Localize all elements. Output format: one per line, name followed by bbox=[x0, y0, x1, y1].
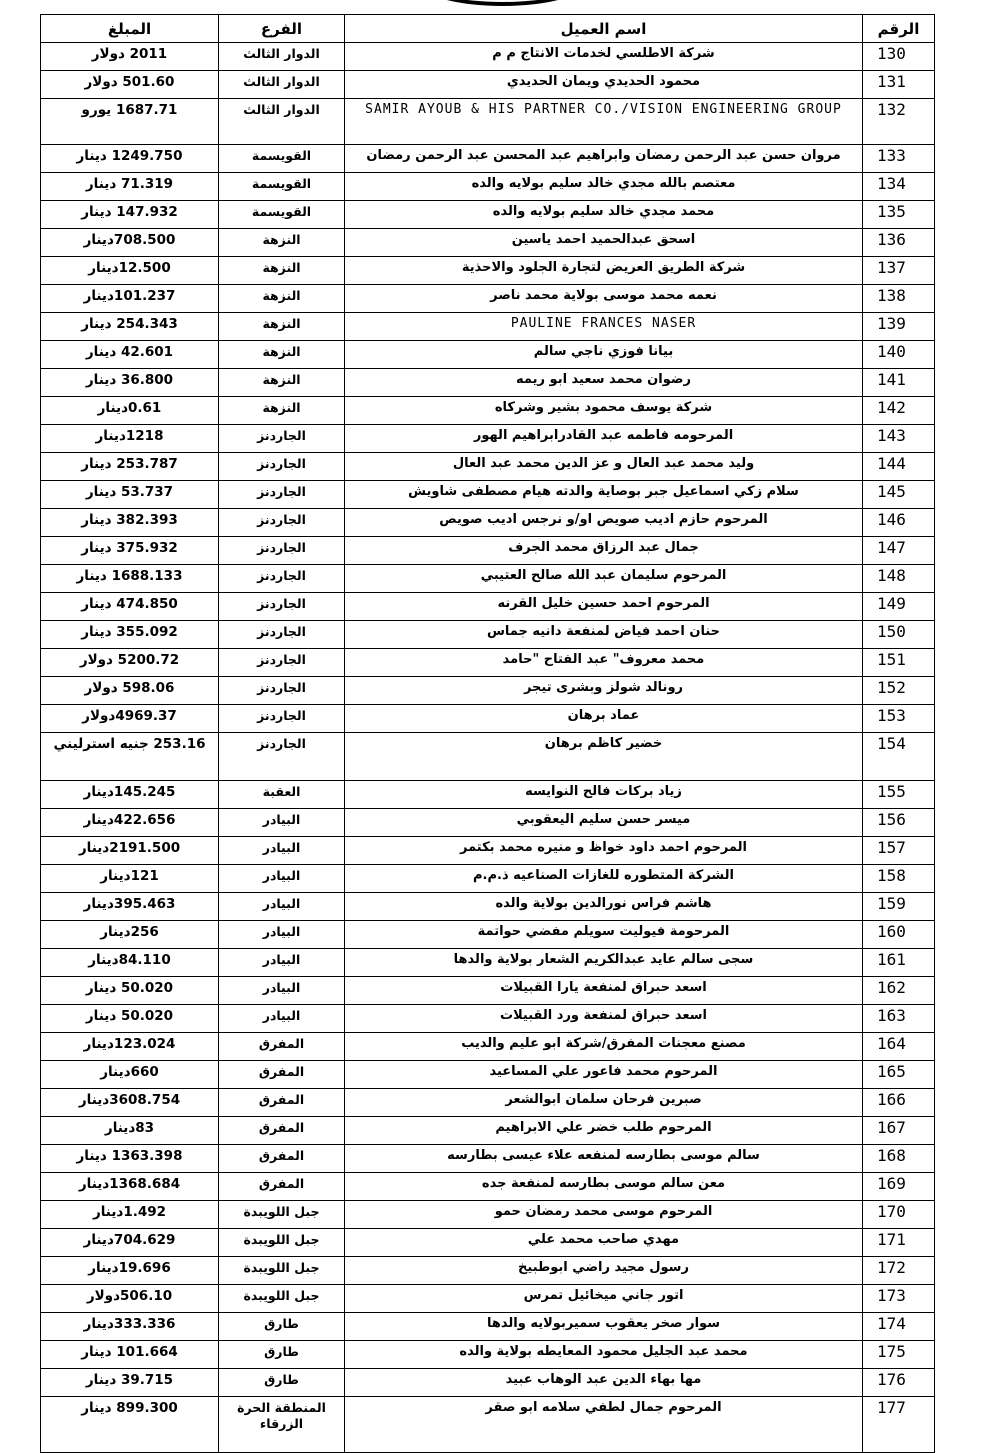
branch-name: البيادر bbox=[219, 893, 345, 921]
branch-name: المفرق bbox=[219, 1145, 345, 1173]
row-number: 134 bbox=[863, 173, 935, 201]
amount-value: 50.020 دينار bbox=[41, 977, 219, 1005]
amount-value: 0.61دينار bbox=[41, 397, 219, 425]
branch-name: الدوار الثالث bbox=[219, 99, 345, 145]
row-number: 147 bbox=[863, 537, 935, 565]
table-row bbox=[41, 341, 935, 369]
branch-name: الجاردنز bbox=[219, 733, 345, 781]
client-name: مها بهاء الدين عبد الوهاب عبيد bbox=[345, 1369, 863, 1397]
branch-name: الجاردنز bbox=[219, 649, 345, 677]
branch-name: الجاردنز bbox=[219, 677, 345, 705]
amount-value: 42.601 دينار bbox=[41, 341, 219, 369]
amount-value: 19.696دينار bbox=[41, 1257, 219, 1285]
amount-value: 708.500دينار bbox=[41, 229, 219, 257]
client-name: مهدي صاحب محمد علي bbox=[345, 1229, 863, 1257]
amount-value: 501.60 دولار bbox=[41, 71, 219, 99]
row-number: 165 bbox=[863, 1061, 935, 1089]
client-name: نعمه محمد موسى بولاية محمد ناصر bbox=[345, 285, 863, 313]
client-name: هاشم فراس نورالدين بولاية والده bbox=[345, 893, 863, 921]
row-number: 153 bbox=[863, 705, 935, 733]
amount-value: 84.110دينار bbox=[41, 949, 219, 977]
amount-value: 147.932 دينار bbox=[41, 201, 219, 229]
table-row bbox=[41, 425, 935, 453]
client-name: شركة الطريق العريض لتجارة الجلود والاحذية bbox=[345, 257, 863, 285]
branch-name: المفرق bbox=[219, 1089, 345, 1117]
branch-name: البيادر bbox=[219, 837, 345, 865]
header-client-name: اسم العميل bbox=[345, 15, 863, 43]
amount-value: 101.664 دينار bbox=[41, 1341, 219, 1369]
branch-name: جبل اللويبدة bbox=[219, 1285, 345, 1313]
client-name: المرحوم سليمان عبد الله صالح العتيبي bbox=[345, 565, 863, 593]
amount-value: 2011 دولار bbox=[41, 43, 219, 71]
row-number: 167 bbox=[863, 1117, 935, 1145]
amount-value: 253.16 جنيه استرليني bbox=[41, 733, 219, 781]
amount-value: 375.932 دينار bbox=[41, 537, 219, 565]
branch-name: القويسمة bbox=[219, 201, 345, 229]
branch-name: طارق bbox=[219, 1369, 345, 1397]
table-row bbox=[41, 1341, 935, 1369]
amount-value: 704.629دينار bbox=[41, 1229, 219, 1257]
row-number: 137 bbox=[863, 257, 935, 285]
table-row bbox=[41, 921, 935, 949]
client-name: شركة يوسف محمود بشير وشركاه bbox=[345, 397, 863, 425]
client-name: محمود الحديدي ويمان الحديدي bbox=[345, 71, 863, 99]
table-row bbox=[41, 837, 935, 865]
row-number: 151 bbox=[863, 649, 935, 677]
table-row bbox=[41, 1229, 935, 1257]
amount-value: 145.245دينار bbox=[41, 781, 219, 809]
branch-name: النزهة bbox=[219, 257, 345, 285]
client-name: المرحوم احمد داود خواظ و منيره محمد بكتمر bbox=[345, 837, 863, 865]
row-number: 177 bbox=[863, 1397, 935, 1453]
branch-name: الدوار الثالث bbox=[219, 43, 345, 71]
table-row bbox=[41, 1201, 935, 1229]
client-name: مصنع معجنات المفرق/شركة ابو عليم والديب bbox=[345, 1033, 863, 1061]
table-row bbox=[41, 977, 935, 1005]
amount-value: 660دينار bbox=[41, 1061, 219, 1089]
branch-name: النزهة bbox=[219, 229, 345, 257]
amount-value: 50.020 دينار bbox=[41, 1005, 219, 1033]
client-name: المرحوم احمد حسين خليل القرنه bbox=[345, 593, 863, 621]
amount-value: 83دينار bbox=[41, 1117, 219, 1145]
table-row bbox=[41, 893, 935, 921]
row-number: 145 bbox=[863, 481, 935, 509]
amount-value: 3608.754دينار bbox=[41, 1089, 219, 1117]
table-row bbox=[41, 453, 935, 481]
branch-name: العقبة bbox=[219, 781, 345, 809]
branch-name: النزهة bbox=[219, 285, 345, 313]
client-name: عماد برهان bbox=[345, 705, 863, 733]
branch-name: طارق bbox=[219, 1341, 345, 1369]
table-row bbox=[41, 1005, 935, 1033]
client-name: سلام زكي اسماعيل جبر بوصاية والدته هيام مصطفى شاويش bbox=[345, 481, 863, 509]
branch-name: الجاردنز bbox=[219, 425, 345, 453]
branch-name: جبل اللويبدة bbox=[219, 1201, 345, 1229]
table-body bbox=[41, 43, 935, 1453]
client-name: رسول مجيد راضي ابوطبيخ bbox=[345, 1257, 863, 1285]
row-number: 138 bbox=[863, 285, 935, 313]
table-row bbox=[41, 949, 935, 977]
branch-name: البيادر bbox=[219, 865, 345, 893]
row-number: 173 bbox=[863, 1285, 935, 1313]
client-name: المرحومة فيوليت سويلم مفضي حواتمة bbox=[345, 921, 863, 949]
row-number: 130 bbox=[863, 43, 935, 71]
branch-name: الجاردنز bbox=[219, 593, 345, 621]
branch-name: طارق bbox=[219, 1313, 345, 1341]
amount-value: 39.715 دينار bbox=[41, 1369, 219, 1397]
table-row bbox=[41, 99, 935, 145]
branch-name: النزهة bbox=[219, 313, 345, 341]
table-row bbox=[41, 145, 935, 173]
row-number: 136 bbox=[863, 229, 935, 257]
header-number: الرقم bbox=[863, 15, 935, 43]
table-row bbox=[41, 229, 935, 257]
table-row bbox=[41, 1061, 935, 1089]
branch-name: الجاردنز bbox=[219, 537, 345, 565]
table-row bbox=[41, 1397, 935, 1453]
table-row bbox=[41, 1173, 935, 1201]
branch-name: المفرق bbox=[219, 1061, 345, 1089]
row-number: 149 bbox=[863, 593, 935, 621]
row-number: 170 bbox=[863, 1201, 935, 1229]
amount-value: 1687.71 يورو bbox=[41, 99, 219, 145]
row-number: 175 bbox=[863, 1341, 935, 1369]
row-number: 158 bbox=[863, 865, 935, 893]
amount-value: 36.800 دينار bbox=[41, 369, 219, 397]
client-name: المرحوم محمد فاعور علي المساعيد bbox=[345, 1061, 863, 1089]
row-number: 168 bbox=[863, 1145, 935, 1173]
table-row bbox=[41, 865, 935, 893]
row-number: 166 bbox=[863, 1089, 935, 1117]
table-row bbox=[41, 509, 935, 537]
table-row bbox=[41, 781, 935, 809]
amount-value: 1363.398 دينار bbox=[41, 1145, 219, 1173]
branch-name: الدوار الثالث bbox=[219, 71, 345, 99]
row-number: 131 bbox=[863, 71, 935, 99]
table-row bbox=[41, 173, 935, 201]
client-name: معن سالم موسى بطارسه لمنفعة جده bbox=[345, 1173, 863, 1201]
table-row bbox=[41, 705, 935, 733]
row-number: 135 bbox=[863, 201, 935, 229]
branch-name: الجاردنز bbox=[219, 621, 345, 649]
row-number: 139 bbox=[863, 313, 935, 341]
client-name: سالم موسى بطارسه لمنفعه علاء عيسى بطارسه bbox=[345, 1145, 863, 1173]
table-row bbox=[41, 1313, 935, 1341]
table-row bbox=[41, 593, 935, 621]
client-name: المرحومه فاطمه عبد القادرابراهيم الهور bbox=[345, 425, 863, 453]
branch-name: جبل اللويبدة bbox=[219, 1229, 345, 1257]
table-row bbox=[41, 1033, 935, 1061]
client-name: زياد بركات فالح النوايسه bbox=[345, 781, 863, 809]
amount-value: 395.463دينار bbox=[41, 893, 219, 921]
client-name: المرحوم موسى محمد رمضان حمو bbox=[345, 1201, 863, 1229]
amount-value: 506.10دولار bbox=[41, 1285, 219, 1313]
table-row bbox=[41, 1145, 935, 1173]
row-number: 143 bbox=[863, 425, 935, 453]
client-name: صبرين فرحان سلمان ابوالشعر bbox=[345, 1089, 863, 1117]
row-number: 164 bbox=[863, 1033, 935, 1061]
table-row bbox=[41, 397, 935, 425]
client-name: بيانا فوزي ناجي سالم bbox=[345, 341, 863, 369]
client-name: SAMIR AYOUB & HIS PARTNER CO./VISION ENGINEERING GROUP bbox=[345, 99, 863, 145]
client-name: جمال عبد الرزاق محمد الجرف bbox=[345, 537, 863, 565]
branch-name: البيادر bbox=[219, 977, 345, 1005]
table-row bbox=[41, 71, 935, 99]
branch-name: المفرق bbox=[219, 1173, 345, 1201]
client-name: المرحوم حازم اديب صويص او/و نرجس اديب صويص bbox=[345, 509, 863, 537]
amount-value: 1368.684دينار bbox=[41, 1173, 219, 1201]
table-row bbox=[41, 677, 935, 705]
row-number: 142 bbox=[863, 397, 935, 425]
client-name: المرحوم طلب خضر علي الابراهيم bbox=[345, 1117, 863, 1145]
branch-name: جبل اللويبدة bbox=[219, 1257, 345, 1285]
branch-name: البيادر bbox=[219, 1005, 345, 1033]
row-number: 156 bbox=[863, 809, 935, 837]
table-row bbox=[41, 733, 935, 781]
row-number: 160 bbox=[863, 921, 935, 949]
client-name: شركة الاطلسي لخدمات الانتاج م م bbox=[345, 43, 863, 71]
table-row bbox=[41, 285, 935, 313]
branch-name: القويسمة bbox=[219, 145, 345, 173]
amount-value: 1688.133 دينار bbox=[41, 565, 219, 593]
amount-value: 333.336دينار bbox=[41, 1313, 219, 1341]
client-name: محمد عبد الجليل محمود المعايطه بولاية والده bbox=[345, 1341, 863, 1369]
row-number: 157 bbox=[863, 837, 935, 865]
branch-name: المفرق bbox=[219, 1117, 345, 1145]
client-name: PAULINE FRANCES NASER bbox=[345, 313, 863, 341]
row-number: 144 bbox=[863, 453, 935, 481]
branch-name: المنطقة الحرة الزرقاء bbox=[219, 1397, 345, 1453]
branch-name: المفرق bbox=[219, 1033, 345, 1061]
amount-value: 4969.37دولار bbox=[41, 705, 219, 733]
table-row bbox=[41, 649, 935, 677]
table-header-row bbox=[41, 15, 935, 43]
row-number: 146 bbox=[863, 509, 935, 537]
clients-table bbox=[40, 14, 935, 1453]
table-row bbox=[41, 201, 935, 229]
row-number: 150 bbox=[863, 621, 935, 649]
branch-name: النزهة bbox=[219, 341, 345, 369]
table-row bbox=[41, 537, 935, 565]
branch-name: الجاردنز bbox=[219, 705, 345, 733]
amount-value: 256دينار bbox=[41, 921, 219, 949]
amount-value: 253.787 دينار bbox=[41, 453, 219, 481]
branch-name: البيادر bbox=[219, 949, 345, 977]
client-name: وليد محمد عبد العال و عز الدين محمد عبد العال bbox=[345, 453, 863, 481]
client-name: حنان احمد فياض لمنفعة دانيه جماس bbox=[345, 621, 863, 649]
table-row bbox=[41, 257, 935, 285]
row-number: 148 bbox=[863, 565, 935, 593]
client-name: خضير كاظم برهان bbox=[345, 733, 863, 781]
amount-value: 71.319 دينار bbox=[41, 173, 219, 201]
table-row bbox=[41, 369, 935, 397]
amount-value: 101.237دينار bbox=[41, 285, 219, 313]
amount-value: 598.06 دولار bbox=[41, 677, 219, 705]
table-row bbox=[41, 565, 935, 593]
amount-value: 355.092 دينار bbox=[41, 621, 219, 649]
client-name: رونالد شولز وبشرى تيجر bbox=[345, 677, 863, 705]
row-number: 174 bbox=[863, 1313, 935, 1341]
row-number: 171 bbox=[863, 1229, 935, 1257]
table-row bbox=[41, 1257, 935, 1285]
row-number: 162 bbox=[863, 977, 935, 1005]
row-number: 133 bbox=[863, 145, 935, 173]
client-name: مروان حسن عبد الرحمن رمضان وابراهيم عبد المحسن عبد الرحمن رمضان bbox=[345, 145, 863, 173]
row-number: 132 bbox=[863, 99, 935, 145]
client-name: الشركة المتطوره للغازات الصناعيه ذ.م.م bbox=[345, 865, 863, 893]
branch-name: النزهة bbox=[219, 369, 345, 397]
client-name: محمد مجدي خالد سليم بولايه والده bbox=[345, 201, 863, 229]
row-number: 155 bbox=[863, 781, 935, 809]
table-row bbox=[41, 43, 935, 71]
amount-value: 899.300 دينار bbox=[41, 1397, 219, 1453]
header-arc-decoration bbox=[420, 0, 585, 6]
branch-name: الجاردنز bbox=[219, 453, 345, 481]
client-name: سوار صخر يعقوب سميربولايه والدها bbox=[345, 1313, 863, 1341]
amount-value: 422.656دينار bbox=[41, 809, 219, 837]
table-row bbox=[41, 313, 935, 341]
row-number: 152 bbox=[863, 677, 935, 705]
branch-name: القويسمة bbox=[219, 173, 345, 201]
client-name: اسعد حبراق لمنفعة يارا القبيلات bbox=[345, 977, 863, 1005]
client-name: محمد معروف" عبد الفتاح "حامد bbox=[345, 649, 863, 677]
client-name: اسحق عبدالحميد احمد ياسين bbox=[345, 229, 863, 257]
table-row bbox=[41, 1117, 935, 1145]
client-name: ميسر حسن سليم اليعقوبي bbox=[345, 809, 863, 837]
row-number: 154 bbox=[863, 733, 935, 781]
branch-name: النزهة bbox=[219, 397, 345, 425]
amount-value: 2191.500دينار bbox=[41, 837, 219, 865]
amount-value: 382.393 دينار bbox=[41, 509, 219, 537]
table-row bbox=[41, 621, 935, 649]
amount-value: 1.492دينار bbox=[41, 1201, 219, 1229]
client-name: رضوان محمد سعيد ابو ريمه bbox=[345, 369, 863, 397]
branch-name: البيادر bbox=[219, 921, 345, 949]
amount-value: 474.850 دينار bbox=[41, 593, 219, 621]
branch-name: البيادر bbox=[219, 809, 345, 837]
amount-value: 1249.750 دينار bbox=[41, 145, 219, 173]
header-amount: المبلغ bbox=[41, 15, 219, 43]
amount-value: 123.024دينار bbox=[41, 1033, 219, 1061]
client-name: اسعد حبراق لمنفعة ورد القبيلات bbox=[345, 1005, 863, 1033]
amount-value: 12.500دينار bbox=[41, 257, 219, 285]
table-row bbox=[41, 1369, 935, 1397]
row-number: 176 bbox=[863, 1369, 935, 1397]
row-number: 140 bbox=[863, 341, 935, 369]
amount-value: 53.737 دينار bbox=[41, 481, 219, 509]
header-branch: الفرع bbox=[219, 15, 345, 43]
table-row bbox=[41, 481, 935, 509]
row-number: 161 bbox=[863, 949, 935, 977]
table-row bbox=[41, 809, 935, 837]
client-name: سجى سالم عايد عبدالكريم الشعار بولاية والدها bbox=[345, 949, 863, 977]
branch-name: الجاردنز bbox=[219, 481, 345, 509]
row-number: 163 bbox=[863, 1005, 935, 1033]
table-row bbox=[41, 1285, 935, 1313]
amount-value: 1218دينار bbox=[41, 425, 219, 453]
client-name: معتصم بالله مجدي خالد سليم بولايه والده bbox=[345, 173, 863, 201]
branch-name: الجاردنز bbox=[219, 509, 345, 537]
client-name: اتور جاني ميخائيل تمرس bbox=[345, 1285, 863, 1313]
client-name: المرحوم جمال لطفي سلامه ابو صقر bbox=[345, 1397, 863, 1453]
row-number: 172 bbox=[863, 1257, 935, 1285]
branch-name: الجاردنز bbox=[219, 565, 345, 593]
row-number: 141 bbox=[863, 369, 935, 397]
amount-value: 121دينار bbox=[41, 865, 219, 893]
row-number: 159 bbox=[863, 893, 935, 921]
amount-value: 5200.72 دولار bbox=[41, 649, 219, 677]
amount-value: 254.343 دينار bbox=[41, 313, 219, 341]
row-number: 169 bbox=[863, 1173, 935, 1201]
table-row bbox=[41, 1089, 935, 1117]
